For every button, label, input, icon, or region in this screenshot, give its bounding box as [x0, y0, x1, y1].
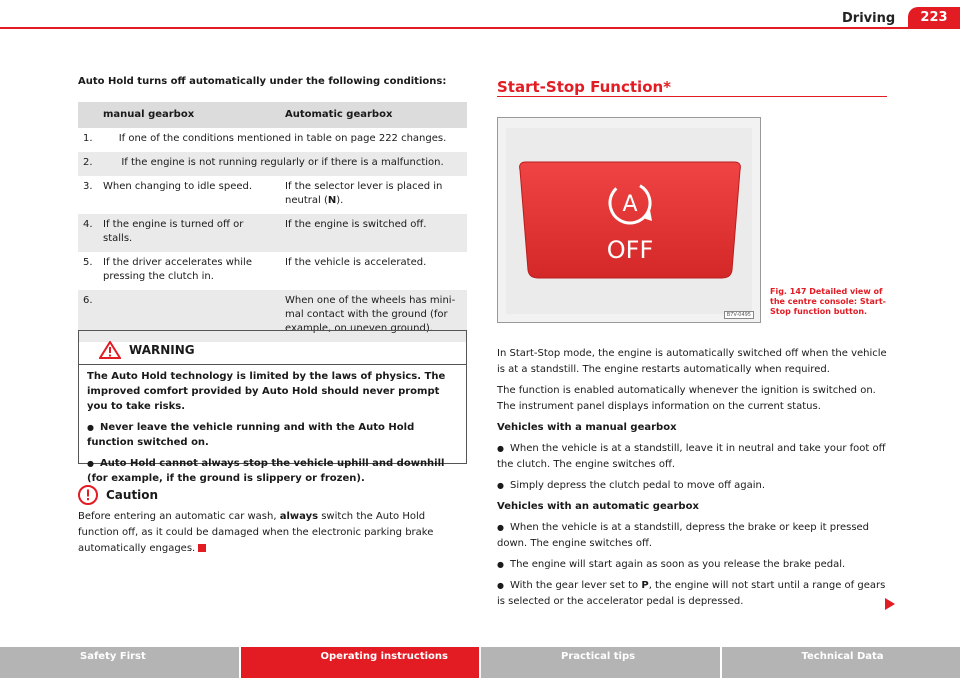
caution-title-text: Caution [106, 488, 159, 502]
row-manual: If the engine is turned off or stalls. [98, 214, 280, 252]
footer-tab-practical-tips[interactable]: Practical tips [481, 647, 720, 678]
table-row [78, 214, 467, 252]
table-header-row [78, 102, 467, 128]
warning-triangle-icon [99, 341, 121, 359]
row-manual: If the driver accelerates while pressing the clutch in. [103, 257, 252, 282]
footer-tab-operating-instructions[interactable]: Operating instructions [241, 647, 480, 678]
row-text: If the engine is not running regularly or if there is a malfunction. [98, 152, 467, 176]
warning-title-text: WARNING [129, 343, 195, 357]
automatic-gearbox-heading: Vehicles with an automatic gearbox [497, 501, 699, 512]
list-item: ● When the vehicle is at a standstill, depress the brake or keep it pressed down. The engine switches off. [497, 520, 889, 552]
row-number: 4. [78, 214, 98, 252]
table-row [78, 128, 467, 152]
figure-code: B7V-0495 [724, 311, 754, 319]
heading-rule [497, 96, 887, 97]
footer-nav [0, 647, 960, 678]
row-auto-text-end: ). [336, 195, 344, 206]
start-stop-body [497, 346, 889, 615]
warning-body [79, 369, 468, 492]
row-auto: If the engine is switched off. [280, 214, 467, 252]
button-off-label: OFF [606, 236, 654, 264]
warning-bullet: ● Never leave the vehicle running and with the Auto Hold function switched on. [87, 420, 460, 450]
table-row [78, 152, 467, 176]
row-auto [280, 176, 467, 214]
list-item [497, 578, 889, 610]
row-number: 2. [78, 152, 98, 176]
warning-divider [79, 364, 466, 365]
start-stop-button-illustration [516, 158, 744, 282]
row-number: 1. [83, 133, 93, 144]
paragraph: In Start-Stop mode, the engine is automatically switched off when the vehicle is at a standstill. The engine restarts automatically when required. [497, 348, 887, 375]
list-item: ● Simply depress the clutch pedal to move off again. [497, 478, 889, 494]
gear-n: N [327, 195, 337, 206]
row-manual: When changing to idle speed. [103, 181, 253, 192]
table-header-empty [78, 102, 98, 128]
list-item-text-end: , the engine will not start until a range of gears is selected or the accelerator pedal is depressed. [497, 580, 886, 607]
table-row [78, 252, 467, 290]
table-header-manual: manual gearbox [98, 102, 280, 128]
caution-icon [78, 485, 98, 505]
list-item: ● The engine will start again as soon as you release the brake pedal. [497, 557, 889, 573]
figure-start-stop-button [497, 117, 761, 323]
row-auto: If the vehicle is accelerated. [285, 257, 427, 268]
list-item-text: With the gear lever set to [509, 580, 642, 591]
page-number: 223 [908, 7, 960, 29]
next-page-arrow-icon[interactable] [885, 598, 895, 610]
auto-hold-conditions-table [78, 102, 467, 342]
warning-title [99, 341, 195, 359]
caution-text-end: switch the Auto Hold function off, as it could be damaged when the electronic parking brake automatically engages. [78, 511, 434, 554]
section-title: Driving [842, 11, 896, 26]
header-rule [0, 27, 960, 29]
table-row [78, 176, 467, 214]
footer-tab-technical-data[interactable]: Technical Data [722, 647, 960, 678]
paragraph: The function is enabled automatically whenever the ignition is switched on. The instrument panel displays information on the current status. [497, 385, 876, 412]
caution-emphasis: always [279, 511, 319, 522]
row-auto-text: If the selector lever is placed in neutral ( [285, 181, 443, 206]
list-item: ● When the vehicle is at a standstill, leave it in neutral and take your foot off the clutch. The engine switches off. [497, 441, 889, 473]
button-letter-a: A [622, 192, 638, 217]
row-auto: When one of the wheels has mini-mal contact with the ground (for example, on uneven ground). [280, 290, 467, 342]
figure-caption: Fig. 147 Detailed view of the centre console: Start-Stop function button. [770, 287, 886, 316]
start-stop-heading: Start-Stop Function* [497, 78, 672, 96]
footer-tab-safety-first[interactable]: Safety First [0, 647, 239, 678]
caution-title [78, 485, 158, 505]
manual-gearbox-heading: Vehicles with a manual gearbox [497, 422, 677, 433]
warning-text: The Auto Hold technology is limited by the laws of physics. The improved comfort provided by Auto Hold should never prompt you to take risks. [87, 371, 446, 412]
gear-p: P [641, 580, 649, 591]
warning-box [78, 330, 467, 484]
row-number: 6. [78, 290, 98, 342]
caution-text: Before entering an automatic car wash, [78, 511, 280, 522]
row-number: 5. [83, 257, 93, 268]
section-end-mark [198, 544, 206, 552]
row-text: If one of the conditions mentioned in table on page 222 changes. [118, 133, 447, 144]
caution-body [78, 509, 467, 557]
row-number: 3. [83, 181, 93, 192]
table-header-auto: Automatic gearbox [280, 102, 467, 128]
auto-hold-heading: Auto Hold turns off automatically under the following conditions: [78, 76, 447, 87]
warning-bullet: ● Auto Hold cannot always stop the vehicle uphill and downhill (for example, if the ground is slippery or frozen). [87, 456, 460, 486]
